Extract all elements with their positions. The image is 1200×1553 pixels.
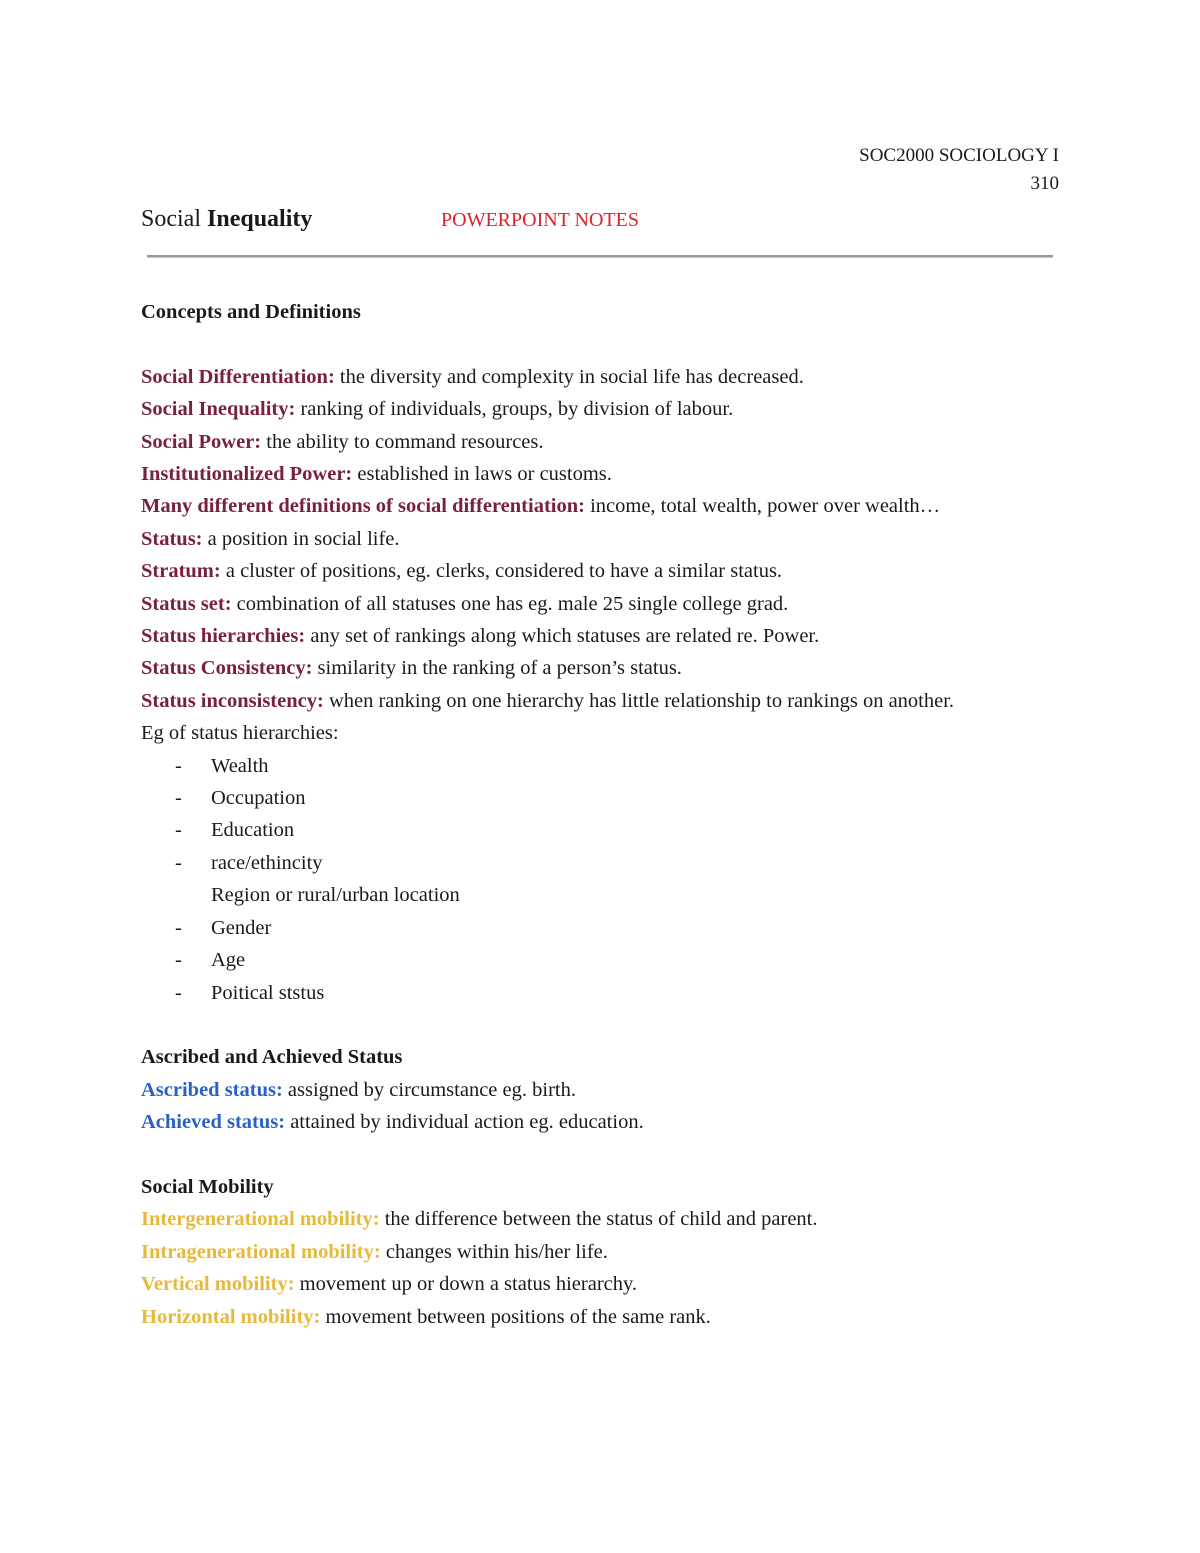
list-item-text: Age — [211, 949, 246, 972]
definition-text: combination of all statuses one has eg. male 25 single college grad. — [231, 592, 789, 615]
hierarchy-list — [141, 750, 1059, 1009]
definition-term: Status inconsistency: — [141, 689, 324, 712]
definition-term: Status Consistency: — [141, 657, 313, 680]
definition-line — [141, 555, 1059, 587]
section-heading-ascribed-achieved: Ascribed and Achieved Status — [141, 1046, 403, 1069]
list-item-text: Wealth — [211, 754, 269, 777]
definition-line — [141, 1203, 1059, 1235]
definition-text: a cluster of positions, eg. clerks, considered to have a similar status. — [220, 560, 783, 583]
definition-line — [141, 588, 1059, 620]
definition-line — [141, 490, 981, 522]
document-title — [141, 203, 312, 235]
definition-text: ranking of individuals, groups, by division of labour. — [295, 398, 734, 421]
dash-marker: - — [175, 787, 182, 810]
definition-term: Status: — [141, 527, 203, 550]
definition-line — [141, 1236, 1059, 1268]
document-content — [141, 296, 1059, 1333]
section-heading-concepts: Concepts and Definitions — [141, 301, 361, 323]
definition-line — [141, 523, 1059, 555]
list-item-text: Region or rural/urban location — [211, 884, 460, 907]
definition-term: Status hierarchies: — [141, 625, 306, 648]
definition-text: established in laws or customs. — [352, 463, 612, 486]
list-item-text: Poitical ststus — [211, 981, 325, 1004]
course-number: 310 — [1030, 173, 1059, 194]
list-item — [141, 912, 1059, 944]
hierarchy-intro: Eg of status hierarchies: — [141, 722, 339, 745]
definition-text: when ranking on one hierarchy has little relationship to rankings on another. — [323, 689, 955, 712]
definition-line — [141, 685, 1011, 717]
section-heading-social-mobility: Social Mobility — [141, 1175, 274, 1198]
definition-text: movement up or down a status hierarchy. — [294, 1273, 638, 1296]
dash-marker: - — [175, 819, 182, 842]
horizontal-divider — [147, 255, 1053, 258]
list-item — [141, 977, 1059, 1009]
definition-line — [141, 393, 1059, 425]
definition-line — [141, 1106, 1059, 1138]
definition-text: movement between positions of the same rank. — [320, 1305, 711, 1328]
definition-term: Stratum: — [141, 560, 221, 583]
spacer — [141, 1139, 1059, 1171]
list-item-text: Education — [211, 819, 295, 842]
definition-term: Achieved status: — [141, 1111, 286, 1134]
definition-text: any set of rankings along which statuses are related re. Power. — [305, 625, 820, 648]
dash-marker: - — [175, 981, 182, 1004]
list-item — [141, 782, 1059, 814]
definition-text: attained by individual action eg. education. — [285, 1111, 644, 1134]
title-part-inequality: Inequality — [207, 206, 313, 232]
definition-text: similarity in the ranking of a person’s status. — [312, 657, 682, 680]
dash-marker: - — [175, 851, 182, 874]
title-part-social: Social — [141, 206, 207, 232]
definition-term: Horizontal mobility: — [141, 1305, 321, 1328]
definition-text: the diversity and complexity in social life has decreased. — [334, 365, 804, 388]
title-row — [141, 203, 1059, 235]
course-header — [859, 142, 1059, 198]
definition-term: Ascribed status: — [141, 1078, 283, 1101]
definition-term: Institutionalized Power: — [141, 463, 353, 486]
definition-line — [141, 1301, 1059, 1333]
definition-term: Many different definitions of social differentiation: — [141, 495, 585, 518]
definition-line — [141, 652, 1059, 684]
list-item — [141, 847, 1059, 879]
definition-text: the ability to command resources. — [261, 430, 544, 453]
dash-marker: - — [175, 754, 182, 777]
definition-line — [141, 426, 1059, 458]
spacer — [141, 328, 1059, 360]
definition-text: assigned by circumstance eg. birth. — [282, 1078, 576, 1101]
definition-term: Social Differentiation: — [141, 365, 335, 388]
definition-term: Vertical mobility: — [141, 1273, 295, 1296]
list-item — [141, 814, 1059, 846]
list-item — [141, 944, 1059, 976]
definition-text: changes within his/her life. — [380, 1240, 608, 1263]
dash-marker: - — [175, 916, 182, 939]
list-item-text: race/ethincity — [211, 851, 323, 874]
definition-term: Social Inequality: — [141, 398, 296, 421]
list-item-text: Occupation — [211, 787, 306, 810]
definition-line — [141, 361, 1059, 393]
dash-marker: - — [175, 949, 182, 972]
spacer — [141, 1009, 1059, 1041]
definition-term: Intragenerational mobility: — [141, 1240, 381, 1263]
definition-line — [141, 458, 1059, 490]
list-item — [141, 750, 1059, 782]
definition-term: Status set: — [141, 592, 232, 615]
course-name: SOC2000 SOCIOLOGY I — [859, 145, 1059, 166]
definition-line — [141, 1074, 1059, 1106]
definition-term: Intergenerational mobility: — [141, 1208, 380, 1231]
list-item-text: Gender — [211, 916, 272, 939]
definition-text: the difference between the status of child and parent. — [379, 1208, 818, 1231]
definition-line — [141, 1268, 1059, 1300]
list-item — [141, 879, 1059, 911]
definition-line — [141, 620, 1059, 652]
document-subtitle: POWERPOINT NOTES — [441, 209, 639, 231]
definition-text: a position in social life. — [202, 527, 400, 550]
definition-term: Social Power: — [141, 430, 262, 453]
definition-text: income, total wealth, power over wealth… — [584, 495, 941, 518]
